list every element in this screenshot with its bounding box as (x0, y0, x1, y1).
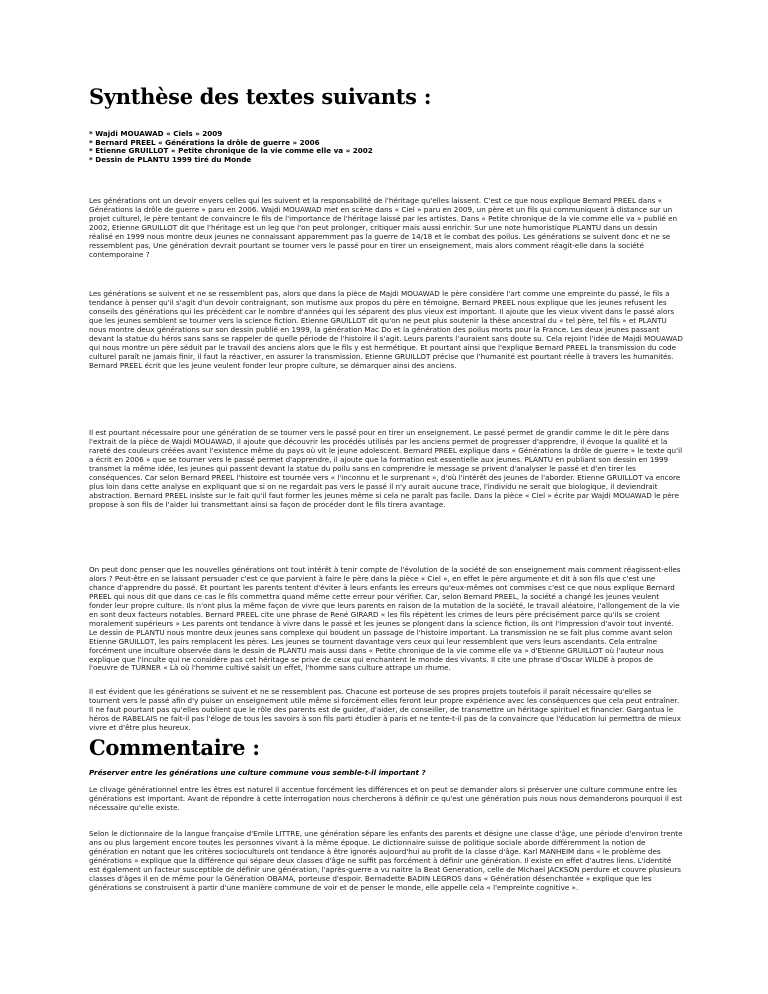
source-list (89, 130, 373, 164)
synthese-paragraph-1: Les générations se suivent et ne se ressemblent pas, alors que dans la pièce de Majdi MOUAWAD le père considère l'art comme une empreinte du passé, le fils a tendance à penser qu'il s'agit d'un devoir contraignant, son mutisme aux propos du père en témoigne. Bernard PREEL nous explique que les jeunes refusent les conseils des générations qui les précèdent car le nombre d'années qui les séparent des plus vieux est important. Il ajoute que les vieux vivent dans le passé alors que les jeunes semblent se tourner vers la science fiction. Etienne GRUILLOT dit qu'on ne peut plus soutenir la thèse ancestral du « tel père, tel fils » et PLANTU nous montre deux générations sur son dessin publié en 1999, la génération Mac Do et la génération des poilus morts pour la France. Les deux jeunes passant devant la statue du héros sans sans se rappeler de quelle période de l'histoire il s'agit. Leurs parents l'auraient sans doute su. Cela rejoint l'idée de Majdi MOUAWAD qui nous montre un père séduit par le travail des anciens alors que le fils y est hermétique. Et pourtant ainsi que l'explique Bernard PREEL la transmission du code culturel paraît ne jamais finir, il faut la réactiver, en assurer la transmission. Etienne GRUILLOT précise que l'humanité est pourtant réelle à travers les humanités. Bernard PREEL écrit que les jeune veulent fonder leur propre culture, se démarquer ainsi des anciens. (89, 289, 683, 370)
commentaire-paragraph-1: Selon le dictionnaire de la langue française d'Emile LITTRE, une génération sépare les enfants des parents et désigne une classe d'âge, une période d'environ trente ans ou plus largement encore toutes les personnes vivant à la même époque. Le dictionnaire suisse de politique sociale aborde différemment la notion de génération en notant que les critères socioculturels ont tendance à être ignorés aujourd'hui au profit de la classe d'âge. Karl MANHEIM dans « le problème des générations » explique que la différence qui sépare deux classes d'âge ne suffit pas forcément à définir une génération. Il existe en effet d'autres liens. L'identité est également un facteur susceptible de définir une génération, l'après-guerre a vu naitre la Beat Generation, celle de Michael JACKSON perdure et couvre plusieurs classes d'âges il en de même pour la Génération OBAMA, porteuse d'espoir. Bernadette BADIN LEGROS dans « Génération désenchantée » explique que les générations se construisent à partir d'une manière commune de voir et de penser le monde, elle appelle cela « l'empreinte cognitive ». (89, 829, 683, 892)
page-title: Synthèse des textes suivants : (89, 84, 432, 109)
synthese-conclusion: Il est évident que les générations se suivent et ne se ressemblent pas. Chacune est porteuse de ses propres projets toutefois il paraît nécessaire qu'elles se tournent vers le passé afin d'y puiser un enseignement utile même si forcément elles feront leur propre expérience avec les conséquences que cela peut entraîner. Il ne faut pourtant pas qu'elles oublient que le rôle des parents est de guider, d'aider, de conseiller, de transmettre un héritage spirituel et financier. Gargantua le héros de RABELAIS ne fait-il pas l'éloge de tous les savoirs à son fils parti étudier à paris et ne tente-t-il pas de la convaincre que l'éducation lui permettra de mieux vivre et d'être plus heureux. (89, 687, 681, 732)
source-item: * Etienne GRUILLOT « Petite chronique de la vie comme elle va » 2002 (89, 146, 373, 156)
commentaire-paragraph-intro: Le clivage générationnel entre les êtres est naturel il accentue forcément les différences et on peut se demander alors si préserver une culture commune entre les générations est important. Avant de répondre à cette interrogation nous chercherons à définir ce qu'est une génération puis nous nous demanderons pourquoi il est nécessaire qu'elle existe. (89, 785, 683, 812)
synthese-paragraph-intro: Les générations ont un devoir envers celles qui les suivent et la responsabilité de l'héritage qu'elles laissent. C'est ce que nous explique Bernard PREEL dans « Générations la drôle de guerre » paru en 2006. Wajdi MOUAWAD met en scène dans « Ciel » paru en 2009, un père et un fils qui communiquent à distance sur un projet culturel, le père tentant de convaincre le fils de l'importance de l'héritage laissé par les artistes. Dans « Petite chronique de la vie comme elle va » publié en 2002, Etienne GRUILLOT dit que l'héritage est un leg que l'on peut prolonger, critiquer mais aussi enrichir. Sur une note humoristique PLANTU dans un dessin réalisé en 1999 nous montre deux jeunes ne connaissant apparemment pas la guerre de 14/18 et le combat des poilus. Les générations se suivent donc et ne se ressemblent pas, Une génération devrait pourtant se tourner vers le passé pour en tirer un enseignement, mais alors comment réagit-elle dans la société contemporaine ? (89, 196, 678, 259)
synthese-paragraph-2: Il est pourtant nécessaire pour une génération de se tourner vers le passé pour en tirer un enseignement. Le passé permet de grandir comme le dit le père dans l'extrait de la pièce de Wajdi MOUAWAD, il ajoute que découvrir les procédés utilisés par les anciens permet de progresser d'apprendre, il évoque la qualité et la rareté des couleurs créées avant l'existence même du pays où vit le jeune adolescent. Bernard PREEL explique dans « Générations la drôle de guerre » le texte qu'il a écrit en 2006 » que se tourner vers le passé permet d'apprendre, il ajoute que la formation est essentielle aux jeunes. PLANTU en publiant son dessin en 1999 transmet la même idée, les jeunes qui passent devant la statue du poilu sans en comprendre le message se privent d'analyser le passé et d'en tirer les conséquences. Car selon Bernard PREEL l'histoire est tournée vers « l'inconnu et le surprenant », d'où l'intérêt des jeunes de l'aborder. Etienne GRUILLOT va encore plus loin dans cette analyse en expliquant que si on ne regardait pas vers le passé il n'y aurait aucune trace, l'individu ne serait que biologique, il deviendrait abstraction. Bernard PREEL insiste sur le fait qu'il faut former les jeunes même si cela ne paraît pas facile. Dans la pièce « Ciel » écrite par Wajdi MOUAWAD le père propose à son fils de l'aider lui transmettant ainsi sa façon de procéder dont le fils tirera avantage. (89, 428, 683, 509)
source-item: * Dessin de PLANTU 1999 tiré du Monde (89, 154, 252, 164)
synthese-paragraph-3: On peut donc penser que les nouvelles générations ont tout intérêt à tenir compte de l'évolution de la société de son enseignement mais comment réagissent-elles alors ? Peut-être en se laissant persuader c'est ce que parvient à faire le père dans la pièce « Ciel », en effet le père argumente et dit à son fils que c'est une chance d'apprendre du passé. Et pourtant les parents tentent d'éviter à leurs enfants les erreurs qu'eux-mêmes ont commises c'est ce que nous explique Bernard PREEL qui nous dit que dans ce cas le fils commettra quand même cette erreur pour vérifier. Car, selon Bernard PREEL, la société a changé les jeunes veulent fonder leur propre culture. Ils n'ont plus la même façon de vivre que leurs parents en raison de la mutation de la société, le travail aléatoire, l'allongement de la vie en sont deux facteurs notables. Bernard PREEL cite une phrase de René GIRARD « les fils répètent les crimes de leurs père précisément parce qu'ils se croient moralement supérieurs » Les parents ont tendance à vivre dans le passé et les jeunes se plongent dans la science fiction, ils ont l'impression d'avoir tout inventé. Le dessin de PLANTU nous montre deux jeunes sans complexe qui boudent un passage de l'histoire important. La transmission ne se fait plus comme avant selon Etienne GRUILLOT, les pairs remplacent les pères. Les jeunes se tournent davantage vers ceux qui leur ressemblent que vers leurs ascendants. Cela entraîne forcément une inculture observée dans le dessin de PLANTU mais aussi dans « Petite chronique de la vie comme elle va » d'Etienne GRUILLOT où l'auteur nous explique que l'inculte qui ne considère pas cet héritage se prive de ceux qui enchantent le monde des vivants. Il cite une phrase d'Oscar WILDE à propos de l'oeuvre de TURNER « Là où l'homme cultivé saisit un effet, l'homme sans culture attrape un rhume. (89, 565, 681, 673)
source-item: * Wajdi MOUAWAD « Ciels » 2009 (89, 129, 223, 138)
commentaire-heading: Commentaire : (89, 735, 260, 760)
source-item: * Bernard PREEL « Générations la drôle de guerre » 2006 (89, 137, 320, 147)
commentaire-question: Préserver entre les générations une culture commune vous semble-t-il important ? (89, 768, 426, 777)
